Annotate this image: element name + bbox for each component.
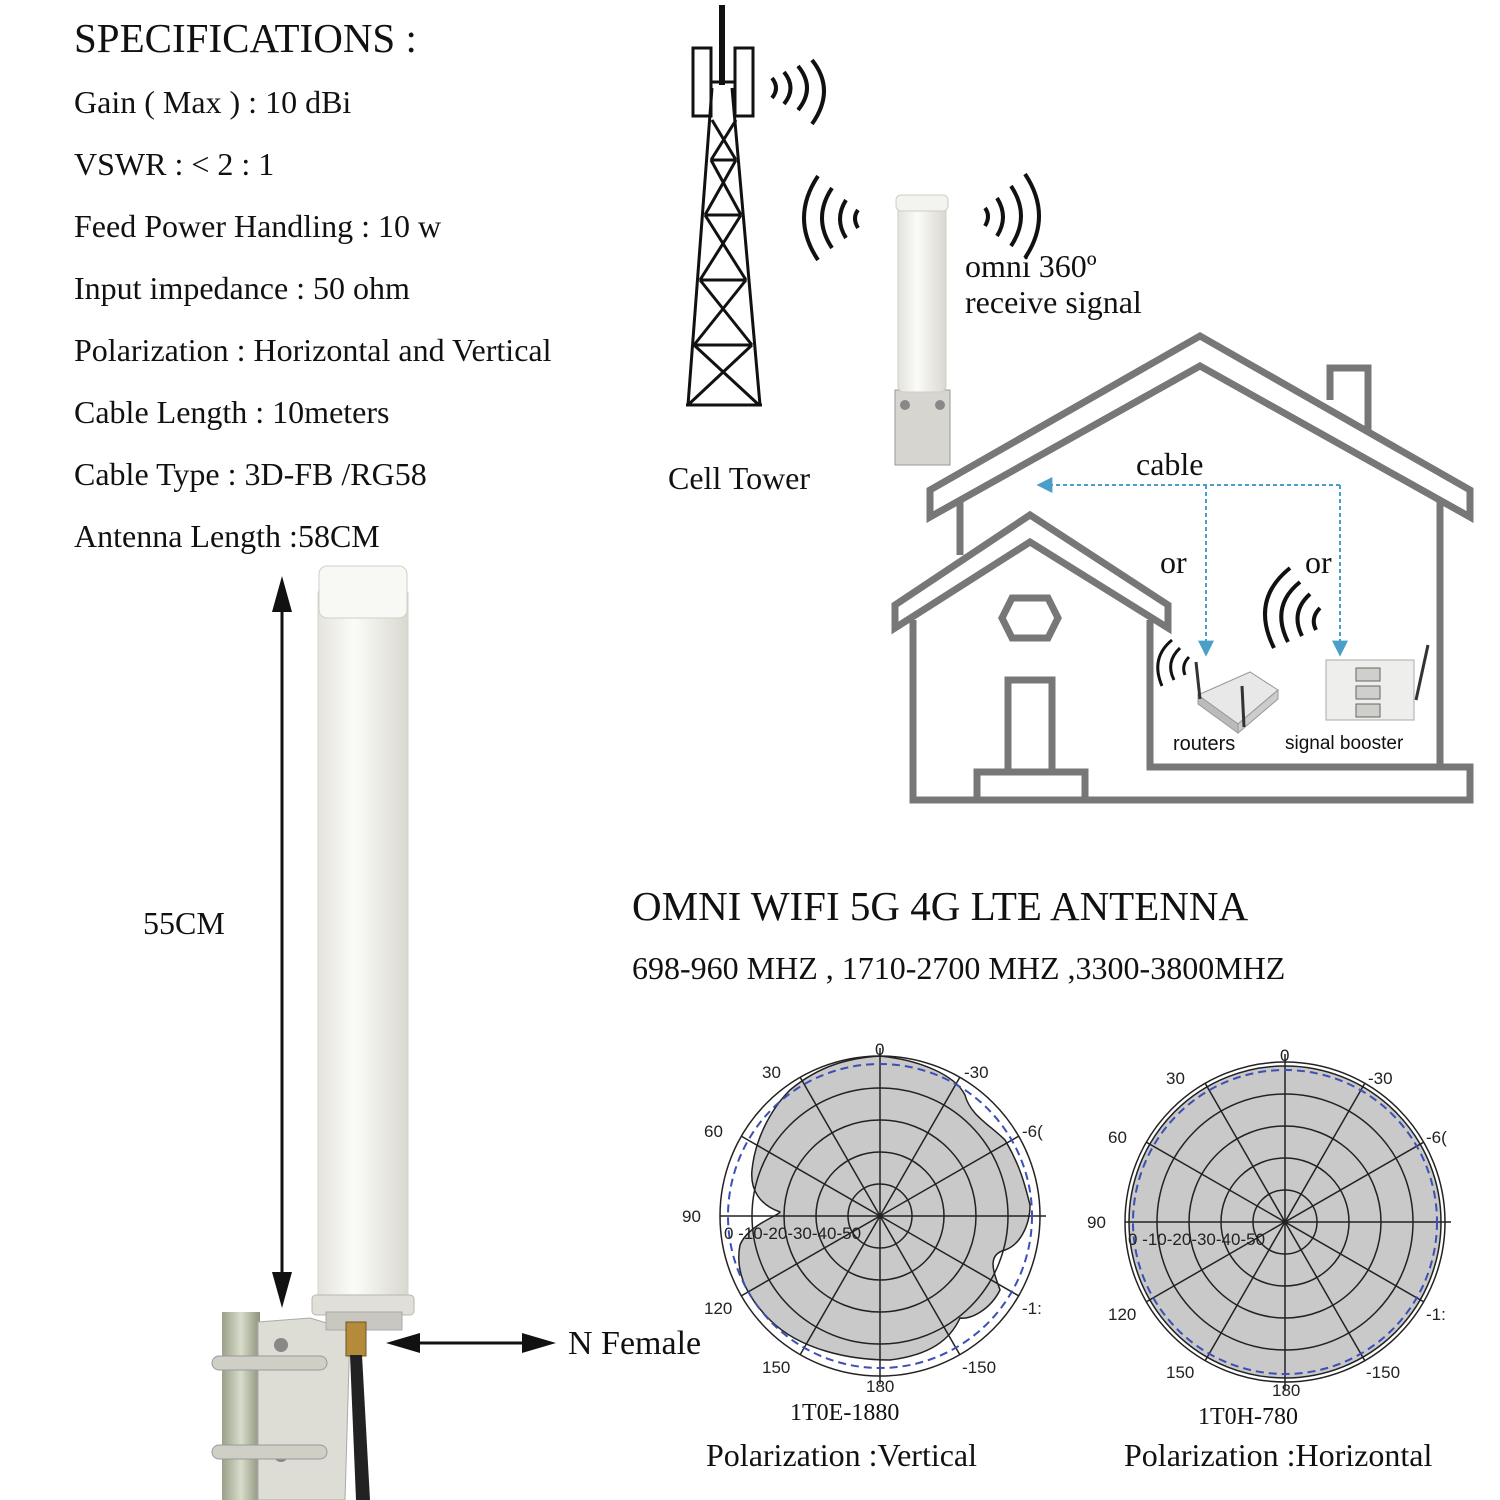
angle-label: 150 [762,1358,791,1377]
angle-label: -6( [1022,1122,1043,1141]
angle-label: -30 [964,1063,989,1082]
ring-labels: 0 -10-20-30-40-50 [1128,1230,1266,1249]
or-label-routers: or [1160,544,1187,580]
angle-label: 90 [682,1207,701,1226]
angle-label: 150 [1166,1363,1195,1382]
cable-label: cable [1136,446,1204,482]
omni-signal-right-icon [985,174,1039,258]
tower-signal-icon [772,60,824,124]
angle-label: 180 [866,1377,895,1396]
connector-label: N Female [568,1325,702,1362]
radiation-pattern-vertical [720,1048,1046,1384]
omni-antenna-small-icon [895,195,950,465]
length-dimension-arrow [272,576,292,1308]
angle-label: 0 [1280,1046,1290,1065]
angle-label: 60 [1108,1128,1127,1147]
omni-label-line1: omni 360º [965,248,1097,284]
radiation-pattern-horizontal [1125,1054,1451,1390]
spec-power: Feed Power Handling : 10 w [74,208,442,244]
cable-route-arrows [1038,485,1340,655]
signal-booster-icon [1326,645,1428,720]
angle-label: 30 [1166,1069,1185,1088]
pattern-horizontal-caption: Polarization :Horizontal [1124,1437,1433,1473]
omni-label-line2: receive signal [965,284,1142,320]
angle-label: 120 [1108,1305,1137,1324]
spec-polarization: Polarization : Horizontal and Vertical [74,332,552,368]
cell-tower-label: Cell Tower [668,460,811,496]
spec-vswr: VSWR : < 2 : 1 [74,146,275,182]
antenna-large-icon [312,566,414,1330]
n-connector [346,1322,370,1500]
angle-label: -150 [1366,1363,1401,1382]
angle-label: -150 [962,1358,997,1377]
spec-title: SPECIFICATIONS : [74,15,417,61]
spec-impedance: Input impedance : 50 ohm [74,270,410,306]
angle-label: -30 [1368,1069,1393,1088]
spec-cable-type: Cable Type : 3D-FB /RG58 [74,456,427,492]
angle-label: 60 [704,1122,723,1141]
spec-gain: Gain ( Max ) : 10 dBi [74,84,352,120]
ring-labels: 0 -10-20-30-40-50 [724,1224,862,1243]
spec-antenna-length: Antenna Length :58CM [74,518,380,554]
or-label-booster: or [1305,544,1332,580]
spec-cable-length: Cable Length : 10meters [74,394,390,430]
angle-label: -1: [1022,1299,1042,1318]
omni-signal-left-icon [804,176,858,260]
mount-pole [222,1312,260,1500]
angle-label: -6( [1426,1128,1447,1147]
connector-pointer-arrow [386,1333,556,1353]
angle-label: 0 [875,1040,885,1059]
angle-label: -1: [1426,1305,1446,1324]
router-icon [1196,662,1278,733]
pattern-vertical-caption: Polarization :Vertical [706,1437,978,1473]
pattern-vertical-model: 1T0E-1880 [790,1400,900,1426]
product-title: OMNI WIFI 5G 4G LTE ANTENNA [632,883,1249,929]
length-label: 55CM [143,905,225,941]
routers-label: routers [1173,733,1236,755]
cell-tower-icon [686,5,762,405]
frequency-bands: 698-960 MHZ , 1710-2700 MHZ ,3300-3800MHZ [632,950,1286,986]
angle-label: 180 [1272,1381,1301,1400]
angle-label: 90 [1087,1213,1106,1232]
angle-label: 120 [704,1299,733,1318]
angle-label: 30 [762,1063,781,1082]
booster-label: signal booster [1285,733,1404,754]
pattern-horizontal-model: 1T0H-780 [1198,1404,1298,1430]
router-signal-icon [1158,640,1189,686]
